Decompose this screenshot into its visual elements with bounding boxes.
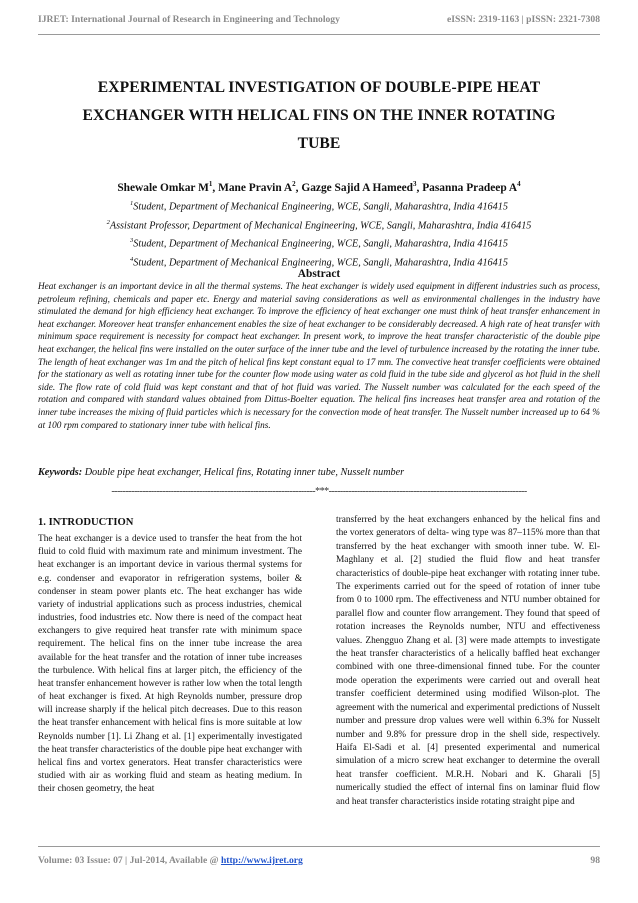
affiliation-1: $^1$Student, Department of Mechanical Engineering, WCE, Sangli, Maharashtra, India 416415 xyxy=(130,200,508,213)
affiliation-3: $^3$Student, Department of Mechanical Engineering, WCE, Sangli, Maharashtra, India 416415 xyxy=(130,237,508,250)
keywords xyxy=(38,467,600,478)
keywords-label: Keywords: xyxy=(38,467,83,478)
issn-info: eISSN: 2319-1163 | pISSN: 2321-7308 xyxy=(447,14,600,25)
section-heading-introduction: 1. INTRODUCTION xyxy=(38,517,134,528)
footer-rule xyxy=(38,846,600,847)
author-list xyxy=(38,180,600,194)
author-3: Gazge Sajid A Hameed$^3$, xyxy=(301,180,423,194)
affiliation-4: $^4$Student, Department of Mechanical Engineering, WCE, Sangli, Maharashtra, India 416415 xyxy=(130,256,508,269)
author-1: Shewale Omkar $M^1$, xyxy=(117,180,219,194)
title-line-3: TUBE xyxy=(297,135,341,152)
keywords-text: Double pipe heat exchanger, Helical fins, Rotating inner tube, Nusselt number xyxy=(82,467,405,478)
affiliation-list xyxy=(38,196,600,271)
running-header xyxy=(38,14,600,25)
abstract-heading: Abstract xyxy=(297,268,341,280)
title-line-1: EXPERIMENTAL INVESTIGATION OF DOUBLE-PIPE HEAT xyxy=(97,79,541,96)
volume-info: Volume: 03 Issue: 07 | Jul-2014, Available @ http://www.ijret.org xyxy=(38,855,303,866)
intro-paragraph-left: The heat exchanger is a device used to transfer the heat from the hot fluid to cold fluid with maximum rate and minimum investment. The heat exchanger is an important device in various thermal systems for e.g. condenser and evaporator in refrigeration systems, boiler & condenser in steam power plants etc. The heat exchanger has wide variety of industrial applications such as process industries, chemical industries, food industries etc. Now there is need of the compact heat exchangers to give required heat transfer rate with minimum space requirement. The helical fins on the inner tube increase the area available for the heat transfer and the rotation of inner tube increases the turbulence. With helical fins at larger pitch, the efficiency of the heat transfer enhancement however is rather low when the total length of heat exchanger is fixed. At high Reynolds number, pressure drop will increase sharply if the helical pitch decreases. Due to this reason the heat transfer enhancement with helical fins is more suitable at low Reynolds number [1]. Li Zhang et al. [1] experimentally investigated the heat transfer characteristics of the double pipe heat exchanger with helical fins and vortex generators. Heat transfer characteristics were studied with air as working fluid and steam as heating medium. In their chosen geometry, the heat xyxy=(38,534,302,795)
right-column xyxy=(336,514,600,809)
running-footer xyxy=(38,855,600,866)
affiliation-2: $^2$Assistant Professor, Department of Mechanical Engineering, WCE, Sangli, Maharashtra, India 416415 xyxy=(106,218,532,232)
header-rule xyxy=(38,34,600,35)
page-number: 98 xyxy=(590,855,600,866)
author-4: Pasanna Pradeep $A^4$ xyxy=(422,180,521,194)
title-line-2: EXCHANGER WITH HELICAL FINS ON THE INNER ROTATING xyxy=(82,107,556,124)
journal-name: IJRET: International Journal of Research in Engineering and Technology xyxy=(38,14,340,25)
intro-paragraph-right: transferred by the heat exchangers enhanced by the helical fins and the vortex generators of delta- wing type was 87–115% more than that transferred by the heat exchanger with smooth inner tube. W. El-Maghlany et al. [2] studied the fluid flow and heat transfer characteristics of double-pipe heat exchanger with rotating inner tube. The experiments carried out for the speed of rotation of inner tube from 0 to 1000 rpm. The effectiveness and NTU number obtained for parallel flow and counter flow arrangement. They found that speed of rotation increases the Reynolds number, NTU and effectiveness values. Zhengguo Zhang et al. [3] were made attempts to investigate the heat transfer characteristics of a helically baffled heat exchanger combined with one three-dimensional finned tube. For the counter mode operation the experiments were carried out and overall heat transfer coefficient determined using modified Wilson-plot. The agreement with the numerical and experimental predictions of Nusselt number and pressure drop values were well within 6.3% for Nusselt number and 9.8% for pressure drop in the shell side, respectively. Haifa El-Sadi et al. [4] presented experimental and numerical simulation of a micro screw heat exchanger to determine the overall heat transfer coefficient. M.R.H. Nobari and K. Gharali [5] numerically studied the effect of internal fins on laminar fluid flow and heat transfer characteristics inside rotating straight pipe and xyxy=(336,515,600,807)
section-separator: ------------------------------------------------------------------------***---------------------------------------------------------------------- xyxy=(111,486,527,497)
paper-title xyxy=(50,74,588,158)
author-2: Mane Pravin $A^2$, xyxy=(218,180,302,194)
journal-link[interactable]: http://www.ijret.org xyxy=(220,855,303,866)
abstract-body: Heat exchanger is an important device in all the thermal systems. The heat exchanger is widely used equipment in different industries such as process, petroleum refining, chemicals and paper etc. Energy and material saving considerations as well as environmental challenges in the industry have stimulated the demand for high efficiency heat exchanger. To improve the efficiency of heat exchanger one must think of heat transfer enhancement in heat exchanger. Moreover heat transfer enhancement enables the size of heat exchanger to be considerably decreased. A high rate of heat transfer with minimum space requirement is necessity for compact heat exchanger. In present work, to improve the heat transfer characteristic of the double pipe heat exchanger, the helical fins were installed on the outer surface of the inner tube and the level of turbulence increased by the rotating the inner tube. The length of heat exchanger was 1m and the pitch of helical fins kept constant equal to 17 mm. The convective heat transfer coefficients were obtained for the stationary as well as rotating inner tube for the counter flow mode using water as cold fluid in the tube side and glycerol as hot fluid in the shell side. The flow rate of cold fluid was kept constant and that of hot fluid was varied. The Nusselt number was calculated for the each speed of the rotation and compared with standard values obtained from Dittus-Boelter equation. The helical fins increases heat transfer area and rotation of the inner tube increases the mixing of fluid particles which is necessary for the convection mode of heat transfer. The Nusselt number increased up to 64 % at 100 rpm compared to stationary inner tube with helical fins. xyxy=(38,282,600,431)
left-column xyxy=(38,516,302,796)
